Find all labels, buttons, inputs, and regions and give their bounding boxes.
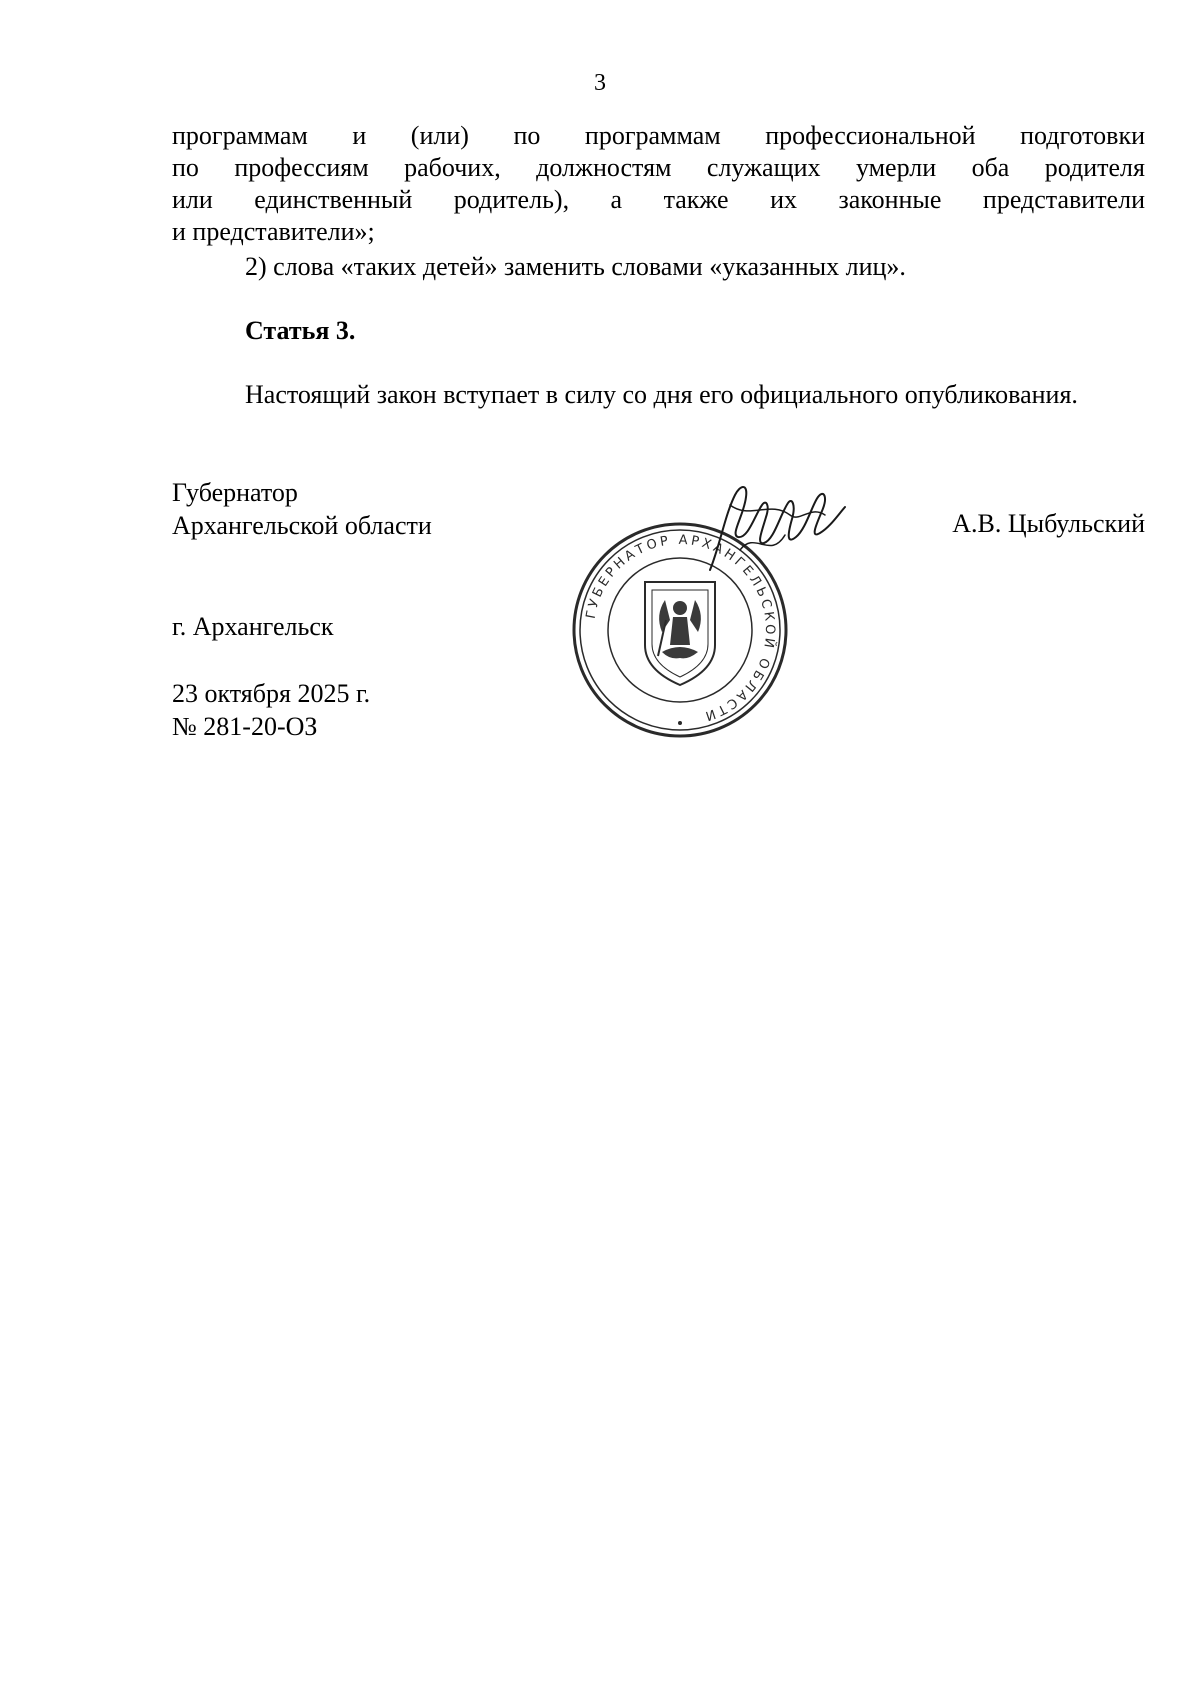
text-line: или единственный родитель), а также их законные представители [172,185,1145,214]
place-of-signing: г. Архангельск [172,612,334,641]
signatory-title [172,476,432,542]
date-and-number [172,677,370,743]
text-line: и представители»; [172,217,375,246]
paragraph-amendment-2: 2) слова «таких детей» заменить словами «указанных лиц». [245,252,906,281]
handwritten-signature-icon [700,475,850,585]
seal-text: ГУБЕРНАТОР АРХАНГЕЛЬСКОЙ ОБЛАСТИ [583,532,778,724]
law-number: № 281-20-ОЗ [172,712,318,741]
signatory-title-line: Архангельской области [172,511,432,540]
paragraph-amendment-1 [172,120,1145,248]
article-heading: Статья 3. [245,316,356,345]
page-number: 3 [594,70,606,96]
text-line: программам и (или) по программам профессиональной подготовки [172,121,1145,150]
text-line: по профессиям рабочих, должностям служащих умерли оба родителя [172,153,1145,182]
signatory-name: А.В. Цыбульский [952,509,1145,538]
signing-date: 23 октября 2025 г. [172,679,371,708]
signatory-title-line: Губернатор [172,478,298,507]
article-text: Настоящий закон вступает в силу со дня его официального опубликования. [245,380,1078,409]
